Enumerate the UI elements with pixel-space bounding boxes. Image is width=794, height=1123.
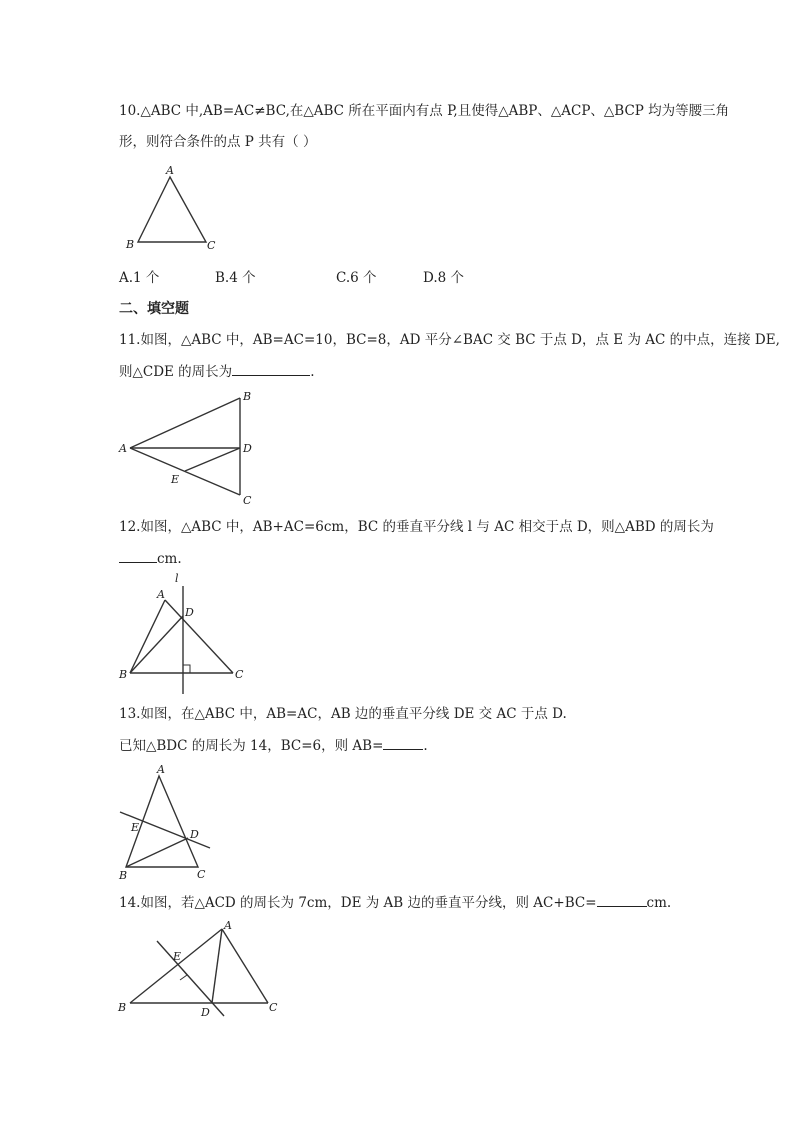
q12-answer-blank[interactable] <box>119 549 157 563</box>
q12-text-line2 <box>119 549 182 568</box>
q13-text-line2 <box>119 736 428 755</box>
q10-label-a: A <box>166 164 174 177</box>
q12-text-post: cm. <box>157 551 182 567</box>
q13-text-post: . <box>423 738 428 754</box>
q13-label-d: D <box>190 828 199 841</box>
q13-triangle-figure <box>112 762 222 882</box>
q14-label-d: D <box>201 1006 210 1019</box>
q13-label-e: E <box>131 821 140 834</box>
q11-label-c: C <box>243 494 252 507</box>
q12-label-d: D <box>185 606 194 619</box>
q10-options <box>119 269 679 287</box>
q10-option-d[interactable]: D.8 个 <box>423 270 465 286</box>
q10-text-line2: 形，则符合条件的点 P 共有（ ） <box>119 134 317 150</box>
q11-label-d: D <box>243 442 252 455</box>
q14-answer-blank[interactable] <box>597 893 647 907</box>
q10-text-line1: 10.△ABC 中,AB=AC≠BC,在△ABC 所在平面内有点 P,且使得△ABP、△ACP、△BCP 均为等腰三角 <box>119 103 730 119</box>
q10-option-c[interactable]: C.6 个 <box>336 270 377 286</box>
triangle-abc <box>138 177 206 242</box>
q14-triangle-figure <box>112 915 292 1023</box>
q13-text-line1: 13.如图，在△ABC 中，AB=AC，AB 边的垂直平分线 DE 交 AC 于点 D. <box>119 706 567 722</box>
q10-label-b: B <box>126 238 135 251</box>
q12-triangle-figure <box>115 572 255 698</box>
q14-text-pre: 14.如图，若△ACD 的周长为 7cm，DE 为 AB 边的垂直平分线，则 AC+BC= <box>119 895 597 911</box>
q14-label-b: B <box>118 1001 127 1014</box>
q14-text-line1 <box>119 893 671 912</box>
q12-label-c: C <box>235 668 244 681</box>
q12-text-line1: 12.如图，△ABC 中，AB+AC=6cm，BC 的垂直平分线 l 与 AC 相交于点 D，则△ABD 的周长为 <box>119 519 714 535</box>
q10-label-c: C <box>207 239 216 252</box>
q13-label-b: B <box>119 869 128 882</box>
q11-label-e: E <box>171 473 180 486</box>
q10-triangle-figure <box>118 160 228 255</box>
q12-label-a: A <box>157 588 165 601</box>
q10-option-b[interactable]: B.4 个 <box>215 270 256 286</box>
q11-text-line1: 11.如图，△ABC 中，AB=AC=10，BC=8，AD 平分∠BAC 交 BC 于点 D，点 E 为 AC 的中点，连接 DE, <box>119 332 780 348</box>
q11-text-line2 <box>119 362 314 381</box>
q13-text-pre: 已知△BDC 的周长为 14，BC=6，则 AB= <box>119 738 384 754</box>
q13-label-a: A <box>157 763 165 776</box>
q14-label-e: E <box>173 950 182 963</box>
q13-label-c: C <box>197 868 206 881</box>
q11-label-a: A <box>119 442 127 455</box>
q11-label-b: B <box>243 390 252 403</box>
q13-answer-blank[interactable] <box>383 736 423 750</box>
section-fill-in-blank-title: 二、填空题 <box>119 301 189 317</box>
q11-text-post: . <box>310 364 315 380</box>
q11-text-pre: 则△CDE 的周长为 <box>119 364 233 380</box>
q12-label-l: l <box>175 572 179 585</box>
q14-label-a: A <box>224 919 232 932</box>
q11-triangle-figure <box>115 388 265 510</box>
q14-text-post: cm. <box>646 895 672 911</box>
q10-option-a[interactable]: A.1 个 <box>119 270 160 286</box>
q11-answer-blank[interactable] <box>232 362 310 376</box>
q12-label-b: B <box>119 668 128 681</box>
q14-label-c: C <box>269 1001 278 1014</box>
